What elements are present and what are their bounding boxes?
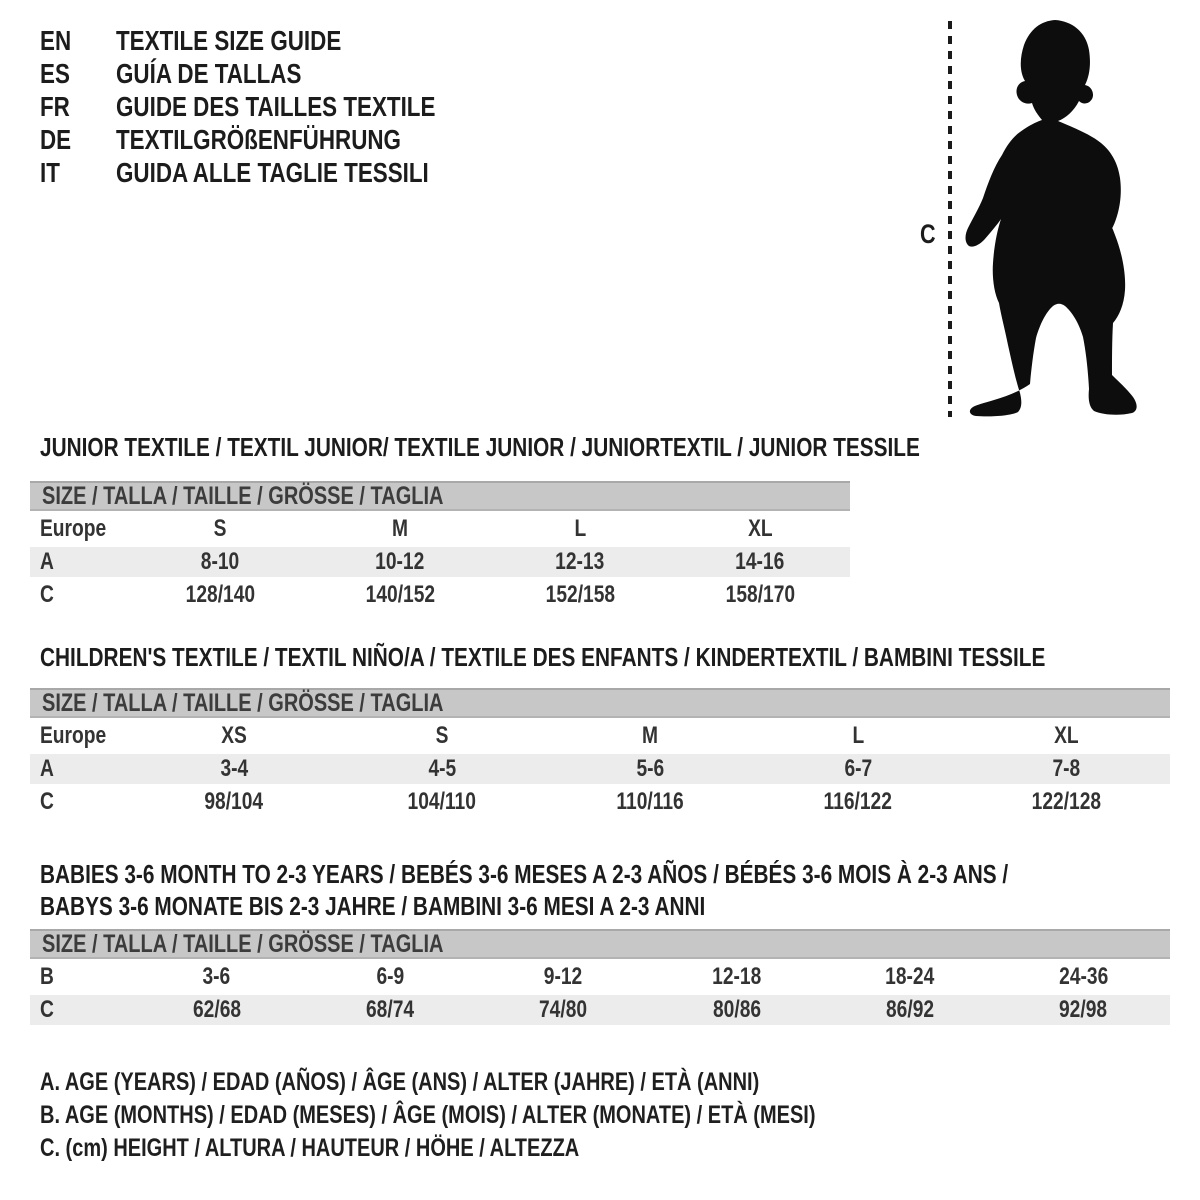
junior-size-table: [30, 481, 850, 610]
language-title: [116, 157, 507, 189]
table-cell-text: 10-12: [375, 548, 425, 575]
row-label-text: C: [40, 581, 54, 608]
size-header-bar-text: SIZE / TALLA / TAILLE / GRÖSSE / TAGLIA: [42, 688, 444, 717]
table-cell-text: 80/86: [712, 996, 761, 1023]
language-row: [40, 156, 515, 189]
babies-size-table: [30, 929, 1170, 1025]
children-table-title: [40, 642, 1200, 672]
table-cell-text: 62/68: [192, 996, 241, 1023]
table-cell-text: XL: [747, 515, 773, 542]
row-label-text: B: [40, 963, 54, 990]
row-label: [30, 788, 130, 816]
table-cell: [338, 755, 546, 783]
size-header-bar-text: SIZE / TALLA / TAILLE / GRÖSSE / TAGLIA: [42, 481, 444, 510]
language-title: [116, 91, 515, 123]
row-label: [30, 963, 130, 991]
table-cell-text: 140/152: [365, 581, 435, 608]
table-cell-text: 6-7: [844, 755, 872, 782]
table-cell: [490, 548, 670, 576]
table-cell: [823, 963, 996, 991]
language-row: [40, 90, 515, 123]
table-cell: [130, 755, 338, 783]
table-cell-text: XL: [1053, 722, 1079, 749]
table-cell: [310, 515, 490, 543]
table-cell-text: 7-8: [1052, 755, 1080, 782]
table-cell-text: XS: [221, 722, 247, 749]
table-cell-text: S: [213, 515, 227, 542]
row-label: [30, 996, 130, 1024]
table-cell: [490, 515, 670, 543]
language-title: [116, 25, 398, 57]
size-header-bar: [30, 929, 1170, 959]
table-cell: [962, 722, 1170, 750]
footnote-line-text: B. AGE (MONTHS) / EDAD (MESES) / ÂGE (MOIS) / ALTER (MONATE) / ETÀ (MESI): [40, 1101, 816, 1129]
table-row: [30, 995, 1170, 1025]
babies-table-title-line2-text: BABYS 3-6 MONATE BIS 2-3 JAHRE / BAMBINI 3-6 MESI A 2-3 ANNI: [40, 891, 706, 921]
babies-table-title-line1: [40, 859, 1200, 889]
table-cell: [546, 722, 754, 750]
table-cell-text: 8-10: [200, 548, 240, 575]
language-title-list: [40, 24, 515, 189]
footnote-line: [40, 1066, 1009, 1099]
table-cell: [310, 548, 490, 576]
table-cell: [303, 996, 476, 1024]
table-cell: [962, 788, 1170, 816]
table-row: [30, 754, 1170, 784]
table-cell: [650, 963, 823, 991]
table-cell-text: 74/80: [539, 996, 588, 1023]
table-cell-text: 3-4: [220, 755, 248, 782]
table-cell: [546, 788, 754, 816]
baby-silhouette-svg: [900, 15, 1180, 425]
row-label: [30, 722, 130, 750]
table-cell-text: 128/140: [185, 581, 255, 608]
language-code: [40, 25, 116, 57]
row-label-text: Europe: [40, 515, 107, 542]
table-cell: [997, 996, 1170, 1024]
table-cell: [130, 788, 338, 816]
language-row: [40, 57, 515, 90]
size-header-bar: [30, 481, 850, 511]
height-measure-label: [920, 219, 940, 249]
language-code: [40, 58, 116, 90]
table-cell: [130, 722, 338, 750]
table-cell-text: 12-18: [712, 963, 762, 990]
table-cell: [670, 515, 850, 543]
language-code: [40, 91, 116, 123]
table-cell-text: 158/170: [725, 581, 795, 608]
babies-table-title-line2: [40, 891, 872, 921]
row-label: [30, 581, 130, 609]
table-cell: [754, 788, 962, 816]
table-cell-text: 116/122: [823, 788, 893, 815]
language-title: [116, 58, 348, 90]
row-label-text: C: [40, 996, 54, 1023]
table-cell: [338, 788, 546, 816]
junior-table-title: [40, 432, 1140, 462]
table-cell: [310, 581, 490, 609]
size-header-bar: [30, 688, 1170, 718]
table-cell: [997, 963, 1170, 991]
table-cell-text: 24-36: [1058, 963, 1108, 990]
footnote-line: [40, 1099, 1009, 1132]
table-cell: [670, 548, 850, 576]
table-cell-text: 68/74: [365, 996, 415, 1023]
baby-silhouette: [966, 20, 1137, 416]
table-cell-text: 12-13: [555, 548, 605, 575]
table-row: [30, 962, 1170, 992]
language-title-text: GUÍA DE TALLAS: [116, 57, 302, 89]
table-cell-text: M: [392, 515, 408, 542]
table-cell-text: L: [574, 515, 586, 542]
table-row: [30, 547, 850, 577]
row-label: [30, 755, 130, 783]
table-cell-text: 9-12: [544, 963, 583, 990]
table-cell-text: 3-6: [202, 963, 231, 990]
table-cell: [490, 581, 670, 609]
table-cell: [650, 996, 823, 1024]
table-cell-text: M: [642, 722, 658, 749]
table-cell-text: 86/92: [885, 996, 934, 1023]
table-cell: [338, 722, 546, 750]
height-measure-label-text: C: [920, 219, 936, 249]
table-cell-text: S: [435, 722, 449, 749]
table-cell-text: 98/104: [204, 788, 264, 815]
babies-table-title-line1-text: BABIES 3-6 MONTH TO 2-3 YEARS / BEBÉS 3-6 MESES A 2-3 AÑOS / BÉBÉS 3-6 MOIS À 2-3 ANS /: [40, 859, 1009, 889]
table-cell-text: 122/128: [1031, 788, 1101, 815]
table-cell: [546, 755, 754, 783]
row-label-text: A: [40, 548, 54, 575]
table-cell: [303, 963, 476, 991]
table-cell-text: 104/110: [407, 788, 477, 815]
table-cell-text: 14-16: [735, 548, 785, 575]
language-code: [40, 157, 116, 189]
table-cell-text: 4-5: [428, 755, 456, 782]
table-cell: [823, 996, 996, 1024]
language-code-text: FR: [40, 90, 70, 122]
table-cell-text: 110/116: [616, 788, 684, 815]
language-code-text: IT: [40, 156, 60, 188]
table-row: [30, 514, 850, 544]
table-cell: [477, 996, 650, 1024]
table-cell: [130, 515, 310, 543]
language-code-text: EN: [40, 24, 72, 56]
row-label: [30, 515, 130, 543]
children-size-table: [30, 688, 1170, 817]
language-row: [40, 123, 515, 156]
language-code: [40, 124, 116, 156]
table-row: [30, 787, 1170, 817]
language-code-text: ES: [40, 57, 70, 89]
table-cell: [670, 581, 850, 609]
row-label-text: Europe: [40, 722, 107, 749]
table-cell: [754, 755, 962, 783]
table-cell: [962, 755, 1170, 783]
table-cell: [754, 722, 962, 750]
table-cell: [130, 581, 310, 609]
language-title-text: TEXTILE SIZE GUIDE: [116, 24, 342, 56]
table-row: [30, 721, 1170, 751]
table-cell: [130, 963, 303, 991]
table-cell: [130, 996, 303, 1024]
table-cell-text: 92/98: [1059, 996, 1108, 1023]
children-table-title-text: CHILDREN'S TEXTILE / TEXTIL NIÑO/A / TEXTILE DES ENFANTS / KINDERTEXTIL / BAMBINI TESSILE: [40, 642, 1046, 672]
size-header-bar-text: SIZE / TALLA / TAILLE / GRÖSSE / TAGLIA: [42, 929, 444, 958]
language-row: [40, 24, 515, 57]
table-cell-text: 18-24: [885, 963, 935, 990]
table-cell-text: 5-6: [636, 755, 664, 782]
table-cell: [130, 548, 310, 576]
footnote-line: [40, 1132, 1009, 1165]
table-row: [30, 580, 850, 610]
height-figure: [900, 15, 1180, 425]
table-cell-text: 152/158: [545, 581, 615, 608]
row-label-text: C: [40, 788, 54, 815]
row-label-text: A: [40, 755, 54, 782]
language-title-text: GUIDE DES TAILLES TEXTILE: [116, 90, 436, 122]
table-cell-text: 6-9: [376, 963, 404, 990]
table-cell: [477, 963, 650, 991]
language-code-text: DE: [40, 123, 72, 155]
footnote-line-text: A. AGE (YEARS) / EDAD (AÑOS) / ÂGE (ANS) / ALTER (JAHRE) / ETÀ (ANNI): [40, 1068, 760, 1096]
footnote-line-text: C. (cm) HEIGHT / ALTURA / HAUTEUR / HÖHE / ALTEZZA: [40, 1134, 580, 1162]
table-cell-text: L: [852, 722, 864, 749]
row-label: [30, 548, 130, 576]
language-title: [116, 124, 472, 156]
junior-table-title-text: JUNIOR TEXTILE / TEXTIL JUNIOR/ TEXTILE JUNIOR / JUNIORTEXTIL / JUNIOR TESSILE: [40, 432, 920, 462]
language-title-text: GUIDA ALLE TAGLIE TESSILI: [116, 156, 429, 188]
language-title-text: TEXTILGRÖßENFÜHRUNG: [116, 123, 401, 155]
footnotes: [40, 1066, 1009, 1165]
